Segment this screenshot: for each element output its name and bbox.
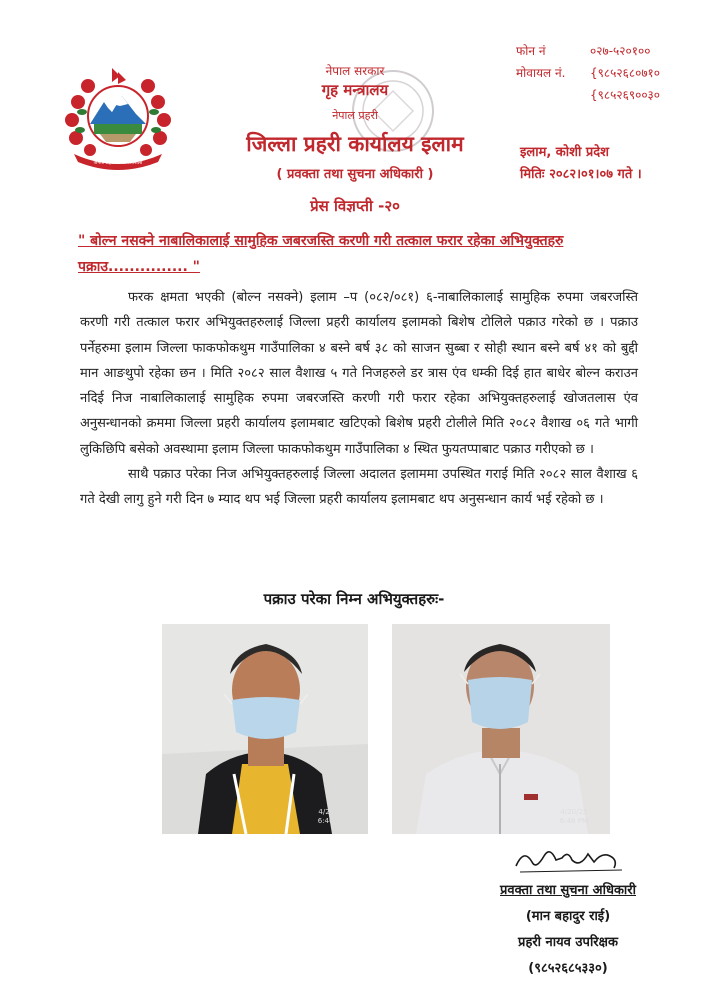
- nepal-emblem-icon: [60, 62, 176, 174]
- accused-photo-1: [162, 624, 368, 834]
- photo-2-timestamp: 4/20/25 6:48 PM: [559, 808, 588, 825]
- phone-number: ०२७-५२०१००: [590, 44, 651, 58]
- contact-block: [516, 40, 660, 106]
- phone-label: फोन नं: [516, 44, 546, 58]
- office-title: जिल्ला प्रहरी कार्यालय इलाम: [246, 132, 464, 156]
- mobile-number-1: {९८५२६८०७१०: [590, 66, 661, 80]
- date-line: मितिः २०८२।०१।०७ गते ।: [520, 167, 642, 182]
- signatory-role: प्रवक्ता तथा सुचना अधिकारी: [500, 883, 636, 898]
- ministry-name: गृह मन्त्रालय: [321, 81, 389, 99]
- handwritten-signature: [510, 838, 630, 878]
- government-name: नेपाल सरकार: [325, 64, 385, 78]
- photo-1-timestamp: 4/20/25 6:46 PM: [317, 808, 346, 825]
- body-text: [80, 285, 638, 513]
- body-paragraph-1: फरक क्षमता भएकी (बोल्न नसक्ने) इलाम –प (०८२/०८१) ६-नाबालिकालाई सामुहिक रुपमा जबरजस्ति करणी गरी तत्काल फरार अभियुक्तहरुलाई जिल्ला प्रहरी कार्यालय इलामको बिशेष टोलिले पक्राउ गरेको छ । पक्राउ पर्नेहरुमा इलाम जिल्ला फाकफोकथुम गाउँपालिका ४ बस्ने बर्ष ३८ को साजन सुब्बा र सोही स्थान बस्ने बर्ष ४१ को बुद्दी मान आङथुपो रहेका छन । मिति २०८२ साल वैशाख ५ गते निजहरुले डर त्रास एंव धम्की दिई हात बाधेर बोल्न कराउन नदिई निज नाबालिकालाई सामुहिक रुपमा जबरजस्ति करणी गरी फरार रहेका अभियुक्तहरुलाई खोजतलास एंव अनुसन्धानको क्रममा जिल्ला प्रहरी कार्यालय इलामबाट खटिएको बिशेष प्रहरी टोलीले मिति २०८२ वैशाख ०६ गते भागी लुकिछिपि बसेको अवस्थामा इलाम जिल्ला फाकफोकथुम गाउँपालिका ४ स्थित फुयतप्पाबाट पक्राउ गरीएको छ ।: [80, 290, 638, 457]
- place-line: इलाम, कोशी प्रदेश: [520, 145, 610, 160]
- emblem-motto: जनता प्रहरीको आधारशिला: [93, 160, 143, 166]
- police-name: नेपाल प्रहरी: [332, 109, 378, 122]
- signatory-phone: (९८५२६८५३३०): [528, 961, 608, 976]
- accused-heading: पक्राउ परेका निम्न अभियुक्तहरुः-: [263, 590, 445, 608]
- signatory-rank: प्रहरी नायव उपरिक्षक: [518, 935, 618, 950]
- body-paragraph-2: साथै पक्राउ परेका निज अभियुक्तहरुलाई जिल्ला अदालत इलाममा उपस्थित गराई मिति २०८२ साल वैशाख ६ गते देखी लागु हुने गरी दिन ७ म्याद थप भई जिल्ला प्रहरी कार्यालय इलामबाट थप अनुसन्धान कार्य भई रहेको छ ।: [80, 467, 638, 508]
- headline: " बोल्न नसक्ने नाबालिकालाई सामुहिक जबरजस्ति करणी गरी तत्काल फरार रहेका अभियुक्तहरु पक्राउ............... ": [78, 233, 564, 275]
- mobile-label: मोवायल नं.: [516, 66, 566, 80]
- signatory-name: (मान बहादुर राई): [525, 909, 611, 924]
- mobile-number-2: {९८५२६९००३०: [590, 88, 661, 102]
- spokesperson-subtitle: ( प्रवक्ता तथा सुचना अधिकारी ): [276, 167, 434, 182]
- press-release-title: प्रेस विज्ञप्ती -२०: [310, 197, 400, 215]
- accused-photo-2: [392, 624, 610, 834]
